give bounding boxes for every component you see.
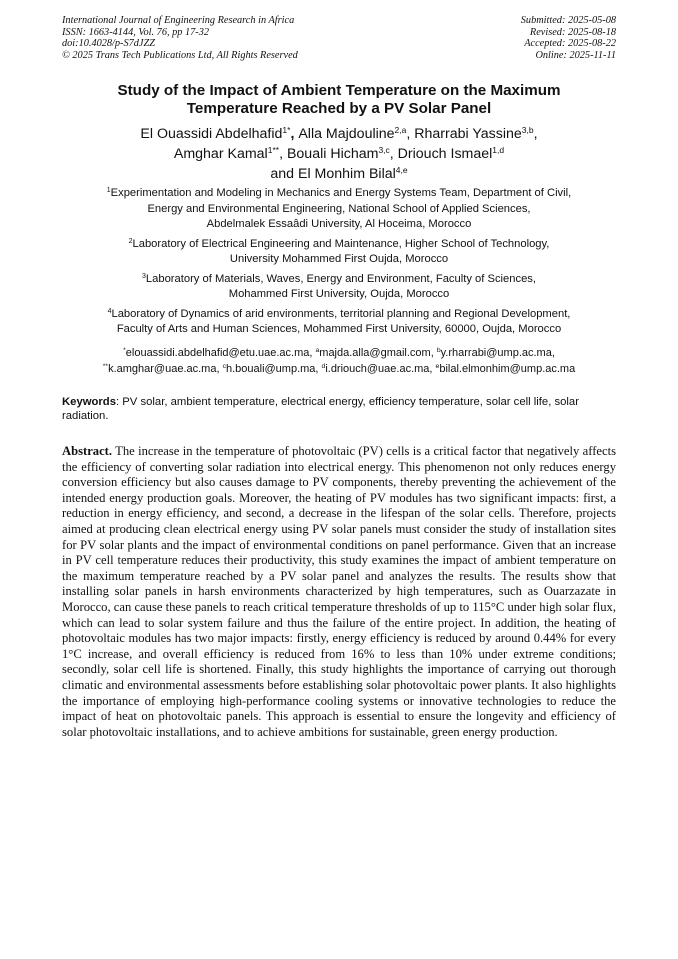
affiliation-line <box>62 307 616 323</box>
author-line-3 <box>62 164 616 184</box>
author-name: Bouali Hicham <box>286 146 379 162</box>
email-list <box>40 346 638 377</box>
email-line-1 <box>40 346 638 362</box>
affiliation-line <box>62 186 616 202</box>
author-affil-sup: 1** <box>267 145 280 155</box>
email-address[interactable]: bilal.elmonhim@ump.ac.ma <box>439 362 576 375</box>
author-name: El Monhim Bilal <box>298 166 396 182</box>
issn-line: ISSN: 1663-4144, Vol. 76, pp 17-32 <box>62 26 210 38</box>
author-name: Amghar Kamal <box>173 146 268 162</box>
author-affil-sup: 2,a <box>394 125 407 135</box>
header-right <box>521 15 616 61</box>
journal-header <box>62 15 616 65</box>
affiliation-3 <box>62 272 616 303</box>
revised-date: Revised: 2025-08-18 <box>529 26 616 38</box>
paper-title <box>62 82 616 118</box>
email-marker: d <box>321 362 326 370</box>
online-date: Online: 2025-11-11 <box>535 49 616 61</box>
affiliation-number: 1 <box>106 187 111 194</box>
author-name: Rharrabi Yassine <box>414 126 522 142</box>
author-affil-sup: 4,e <box>395 165 408 175</box>
author-affil-sup: 3,c <box>378 145 390 155</box>
keywords-section <box>62 395 616 423</box>
affiliation-text: Laboratory of Dynamics of arid environments, territorial planning and Regional Development, <box>111 307 571 320</box>
author-name: El Ouassidi Abdelhafid <box>140 126 283 142</box>
affiliation-line: Energy and Environmental Engineering, National School of Applied Sciences, <box>147 202 531 215</box>
email-line-2 <box>40 362 638 378</box>
submitted-date: Submitted: 2025-05-08 <box>520 15 616 26</box>
affiliation-number: 4 <box>107 307 112 315</box>
abstract-section <box>62 444 616 740</box>
keywords-text: : PV solar, ambient temperature, electrical energy, efficiency temperature, solar cell life, solar radiation. <box>62 396 579 422</box>
abstract-label: Abstract. <box>62 444 113 458</box>
email-address[interactable]: majda.alla@gmail.com, <box>319 347 437 359</box>
author-name: Driouch Ismael <box>397 146 493 162</box>
affiliation-text: Laboratory of Materials, Waves, Energy and Environment, Faculty of Sciences, <box>145 272 536 285</box>
affiliation-number: 3 <box>142 272 146 280</box>
author-list <box>62 124 616 184</box>
affiliation-2 <box>62 237 616 268</box>
email-marker: ** <box>102 362 109 370</box>
affiliation-line <box>62 272 616 288</box>
copyright-line: © 2025 Trans Tech Publications Ltd, All Rights Reserved <box>62 49 298 61</box>
email-address[interactable]: elouassidi.abdelhafid@etu.uae.ac.ma, <box>125 347 316 359</box>
email-marker: e <box>435 362 440 370</box>
journal-name: International Journal of Engineering Research in Africa <box>62 15 295 26</box>
author-line-2 <box>62 144 616 164</box>
affiliation-text: Experimentation and Modeling in Mechanics and Energy Systems Team, Department of Civil, <box>110 187 572 199</box>
affiliation-number: 2 <box>128 237 133 245</box>
doi-line: doi:10.4028/p-S7dJZZ <box>62 38 155 49</box>
affiliation-list <box>62 186 616 342</box>
author-separator: , <box>533 126 538 142</box>
header-left <box>62 15 298 61</box>
email-marker: c <box>222 362 226 370</box>
title-line-1: Study of the Impact of Ambient Temperature on the Maximum <box>117 82 561 99</box>
affiliation-1 <box>62 186 616 233</box>
email-marker: b <box>436 347 441 354</box>
email-address[interactable]: i.driouch@uae.ac.ma, <box>325 362 436 375</box>
author-separator: , <box>389 146 398 162</box>
affiliation-line: Faculty of Arts and Human Sciences, Mohammed First University, 60000, Oujda, Morocco <box>116 323 562 335</box>
affiliation-line: Abdelmalek Essaâdi University, Al Hoceima, Morocco <box>206 218 472 230</box>
accepted-date: Accepted: 2025-08-22 <box>524 38 616 49</box>
author-affil-sup: 1* <box>282 125 291 135</box>
email-address[interactable]: y.rharrabi@ump.ac.ma, <box>440 347 555 359</box>
affiliation-line: Mohammed First University, Oujda, Morocco <box>228 288 450 300</box>
author-separator: , <box>279 146 287 162</box>
keywords-label: Keywords <box>62 396 116 408</box>
email-marker: * <box>123 347 126 354</box>
email-marker: a <box>315 347 320 354</box>
title-line-2: Temperature Reached by a PV Solar Panel <box>186 100 492 117</box>
author-separator: , <box>406 126 415 142</box>
author-name: Alla Majdouline <box>298 126 395 142</box>
email-address[interactable]: h.bouali@ump.ma, <box>225 362 322 375</box>
affiliation-line <box>62 237 616 253</box>
author-and: and <box>270 166 298 182</box>
affiliation-text: Laboratory of Electrical Engineering and Maintenance, Higher School of Technology, <box>132 237 550 250</box>
author-line-1 <box>62 124 616 144</box>
author-separator: , <box>290 126 299 142</box>
abstract-text: The increase in the temperature of photovoltaic (PV) cells is a critical factor that negatively affects the efficiency of converting solar radiation into electrical energy. This phenomenon not only reduces energy conversion efficiency but also causes damage to PV components, thereby preventing the achievement of the intended energy production goals. Moreover, the heating of PV modules has two significant impacts: first, a reduction in energy efficiency, and second, a decrease in the lifespan of the solar cells. Therefore, projects aimed at producing clean electrical energy using PV solar panels must consider the study of installation sites for PV solar plants and the impact of environmental conditions on panel performance. Given that an increase in PV cell temperature reduces their productivity, this study examines the impact of ambient temperature on the maximum temperature reached by a PV solar panel and analyzes the results. The results show that installing solar panels in harsh environments characterized by high temperatures, such as Ouarzazate in Morocco, can cause these panels to reach critical temperature thresholds of up to 115°C under high solar flux, which can lead to solar system failure and thus the failure of the entire project. In addition, the heating of photovoltaic modules has two major impacts: firstly, energy efficiency is reduced by around 0.44% for every 1°C increase, and overall efficiency is reduced from 16% to less than 10% under extreme conditions; secondly, solar cell life is shortened. Finally, this study highlights the importance of carrying out thorough climatic and environmental assessments before establishing solar photovoltaic power plants. It also highlights the importance of employing high-performance cooling systems or innovative technologies to reduce the impact of heat on photovoltaic panels. This approach is essential to ensure the longevity and efficiency of solar photovoltaic installations, and to achieve ambitions for sustainable, green energy production. <box>62 444 616 739</box>
author-affil-sup: 1,d <box>492 145 505 155</box>
email-address[interactable]: k.amghar@uae.ac.ma, <box>108 362 223 375</box>
author-affil-sup: 3,b <box>521 125 534 135</box>
affiliation-4 <box>62 307 616 338</box>
affiliation-line: University Mohammed First Oujda, Morocco <box>229 253 449 265</box>
